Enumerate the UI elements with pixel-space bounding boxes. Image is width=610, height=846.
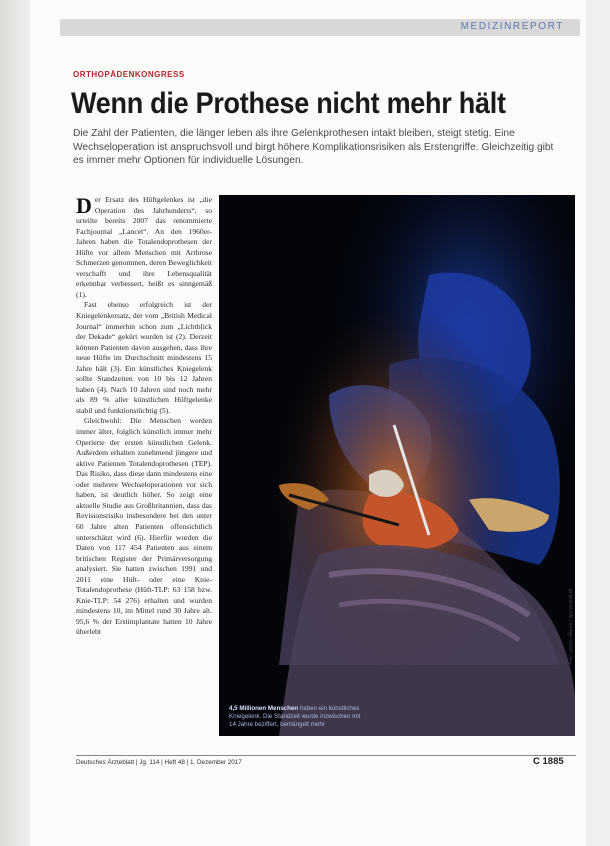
article-body — [76, 195, 212, 638]
drop-cap: D — [76, 193, 92, 218]
page-edge-shadow — [0, 0, 30, 846]
photo-caption-lead: 4,5 Millionen Menschen — [229, 705, 299, 712]
section-rubric: MEDIZINREPORT — [460, 21, 564, 32]
page-number-value: 1885 — [542, 756, 564, 767]
surgery-photo-illustration — [219, 195, 575, 736]
article-paragraph: Fast ebenso erfolgreich ist der Kniegelenkersatz, der vom „British Medical Journal“ immerhin schon zum „Lichtblick der Dekade“ gekürt wurden ist (2). Derzeit können Patienten davon ausgehen, dass ihre neue Hüfte im Durchschnitt mindestens 15 Jahre hält (3). Ein künstliches Kniegelenk sollte Standzeiten von 10 bis 12 Jahren haben (4). Nach 10 Jahren sind noch mehr als 89 % aller künstlichen Hüftgelenke stabil und funktionstüchtig (5). — [76, 300, 212, 415]
article-paragraph: Gleichwohl: Die Menschen werden immer älter, folglich künstlich immer mehr Operierte der ersten künstlichen Gelenk. Außerdem erhalten zunehmend jüngere und aktive Patienten Totalendoprothesen (TEP). Das Risiko, dass diese dann mindestens eine oder mehrere Wechseloperationen vor sich haben, ist deutlich höher. So zeigt eine aktuelle Studie aus Großbritannien, dass das Revisionsrisiko insbesondere bei den unter 60 Jahre alten Patienten offensichtlich unterschätzt wird (6). Hierfür wurden die Daten von 117 454 Patienten aus einem britischen Register der Primärversorgung analysiert. Sie hatten zwischen 1991 und 2011 eine Hüft- oder eine Knie-Totalendoprothese (Hüft-TLP: 63 158 bzw. Knie-TLP: 54 276) erhalten und wurden mindestens 10, im Mittel rund 30 Jahre alt. 95,6 % der Erstimplantate hatten 10 Jahre überlebt — [76, 416, 212, 637]
article-paragraph-text: er Ersatz des Hüftgelenkes ist „die Operation des Jahrhunderts“, so urteilte bereits 2007 das renommierte Fachjournal „Lancet“. An den 1960er-Jahren haben die Totalendoprothesen der Hüfte vor allem Menschen mit Arthrose Schmerzen genommen, deren Beweglichkeit verschafft und ihre Lebensqualität erkennbar verbessert, heißt es sinngemäß (1). — [76, 195, 212, 299]
surgery-photo — [219, 195, 575, 736]
article-kicker: ORTHOPÄDENKONGRESS — [73, 70, 185, 79]
article-lead: Die Zahl der Patienten, die länger leben als ihre Gelenkprothesen intakt bleiben, steigt stetig. Eine Wechseloperation ist anspruchsvoll und birgt höhere Komplikationsrisiken als Erstengriffe. Gleichzeitig gibt es immer mehr Optionen für individuelle Lösungen. — [73, 128, 554, 167]
article-headline: Wenn die Prothese nicht mehr hält — [71, 87, 506, 120]
photo-caption — [229, 705, 364, 729]
page-number — [533, 756, 564, 767]
journal-footer: Deutsches Ärzteblatt | Jg. 114 | Heft 48 | 1. Dezember 2017 — [76, 759, 242, 766]
footer-rule — [76, 755, 576, 756]
photo-caption-text: haben ein künstliches Kniegelenk. Die Standzeit wurde inzwischen mit 14 Jahre beziffert, bemängelt mehr — [229, 705, 361, 728]
page-number-prefix: C — [533, 756, 540, 767]
photo-credit: Foto: picture alliance / dpa-Zentralbild — [568, 588, 573, 664]
article-paragraph — [76, 195, 212, 300]
